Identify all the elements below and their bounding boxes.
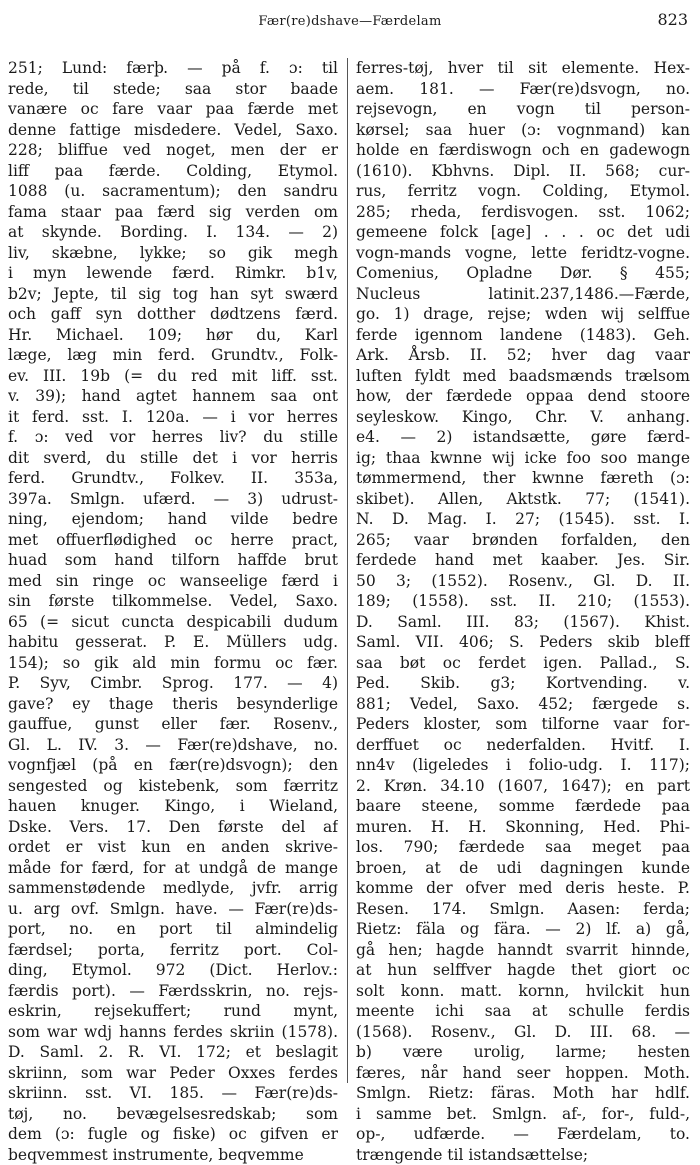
text-line: how, der færdede oppaa dend stoore [356, 386, 690, 407]
text-line: 285; rheda, ferdisvogen. sst. 1062; [356, 202, 690, 223]
text-line: beqvemmest instrumente, beqvemme [8, 1145, 338, 1165]
text-line: solt konn. matt. kornn, hvilckit hun [356, 981, 690, 1002]
text-line: sengested og kistebenk, som færritz [8, 776, 338, 797]
text-line: denne fattige misdedere. Vedel, Saxo. [8, 120, 338, 141]
text-line: gauffue, gunst eller fær. Rosenv., [8, 714, 338, 735]
text-line: u. arg ovf. Smlgn. have. — Fær(re)ds- [8, 899, 338, 920]
text-line: gå hen; hagde hanndt svarrit hinnde, [356, 940, 690, 961]
text-line: nn4v (ligeledes i folio-udg. I. 117); [356, 755, 690, 776]
text-line: Resen. 174. Smlgn. Aasen: ferda; [356, 899, 690, 920]
text-line: vognfjæl (på en fær(re)dsvogn); den [8, 755, 338, 776]
text-line: D. Saml. 2. R. VI. 172; et beslagit [8, 1042, 338, 1063]
text-line: derffuet oc nederfalden. Hvitf. I. [356, 735, 690, 756]
text-line: Peders kloster, som tilforne vaar for- [356, 714, 690, 735]
text-line: baare steene, somme færdede paa [356, 796, 690, 817]
column-divider [347, 58, 348, 1083]
text-line: rejsevogn, en vogn til person- [356, 99, 690, 120]
text-line: hauen knuger. Kingo, i Wieland, [8, 796, 338, 817]
text-line: Smlgn. Rietz: färas. Moth har hdlf. [356, 1083, 690, 1104]
text-line: b) være urolig, larme; hesten [356, 1042, 690, 1063]
text-line: liff paa færde. Colding, Etymol. [8, 161, 338, 182]
text-line: (1610). Kbhvns. Dipl. II. 568; cur- [356, 161, 690, 182]
text-line: huad som hand tilforn haffde brut [8, 550, 338, 571]
text-line: Comenius, Opladne Dør. § 455; [356, 263, 690, 284]
text-line: ferd. Grundtv., Folkev. II. 353a, [8, 468, 338, 489]
text-line: dem (ɔ: fugle og fiske) oc gifven er [8, 1124, 338, 1145]
text-line: ferres-tøj, hver til sit elemente. Hex- [356, 58, 690, 79]
text-line: saa bøt oc ferdet igen. Pallad., S. [356, 653, 690, 674]
text-line: i samme bet. Smlgn. af-, for-, fuld-, [356, 1104, 690, 1125]
text-line: skibet). Allen, Aktstk. 77; (1541). [356, 489, 690, 510]
text-line: Rietz: fäla og fära. — 2) lf. a) gå, [356, 919, 690, 940]
text-line: rus, ferritz vogn. Colding, Etymol. [356, 181, 690, 202]
text-line: trængende til istandsættelse; [356, 1145, 690, 1165]
text-line: 65 (= sicut cuncta despicabili dudum [8, 612, 338, 633]
text-line: och gaff syn dotther dødtzens færd. [8, 304, 338, 325]
text-line: 154); so gik ald min formu oc fær. [8, 653, 338, 674]
text-line: v. 39); hand agtet hannem saa ont [8, 386, 338, 407]
text-line: ev. III. 19b (= du red mit liff. sst. [8, 366, 338, 387]
text-line: færdis port). — Færdsskrin, no. rejs- [8, 981, 338, 1002]
text-line: måde for færd, for at undgå de mange [8, 858, 338, 879]
text-line: 881; Vedel, Saxo. 452; færgede s. [356, 694, 690, 715]
text-line: liv, skæbne, lykke; so gik megh [8, 243, 338, 264]
text-line: færes, når hand seer hoppen. Moth. [356, 1063, 690, 1084]
text-line: sin første tilkommelse. Vedel, Saxo. [8, 591, 338, 612]
text-line: ferde igennom landene (1483). Geh. [356, 325, 690, 346]
text-line: som war wdj hanns ferdes skriin (1578). [8, 1022, 338, 1043]
text-line: ordet er vist kun en anden skrive- [8, 837, 338, 858]
text-line: skriinn. sst. VI. 185. — Fær(re)ds- [8, 1083, 338, 1104]
text-line: Nucleus latinit.237,1486.—Færde, [356, 284, 690, 305]
text-line: aem. 181. — Fær(re)dsvogn, no. [356, 79, 690, 100]
text-line: rede, til stede; saa stor baade [8, 79, 338, 100]
text-line: vanære oc fare vaar paa færde met [8, 99, 338, 120]
page-header [0, 6, 700, 36]
text-line: læge, læg min ferd. Grundtv., Folk- [8, 345, 338, 366]
text-line: i myn lewende færd. Rimkr. b1v, [8, 263, 338, 284]
text-line: met offuerflødighed oc herre pract, [8, 530, 338, 551]
text-line: Hr. Michael. 109; hør du, Karl [8, 325, 338, 346]
text-line: 189; (1558). sst. II. 210; (1553). [356, 591, 690, 612]
text-line: tøj, no. bevægelsesredskab; som [8, 1104, 338, 1125]
text-line: eskrin, rejsekuffert; rund mynt, [8, 1001, 338, 1022]
text-line: sammenstødende medlyde, jvfr. arrig [8, 878, 338, 899]
text-line: 50 3; (1552). Rosenv., Gl. D. II. [356, 571, 690, 592]
text-line: P. Syv, Cimbr. Sprog. 177. — 4) [8, 673, 338, 694]
text-line: tømmermend, ther kwnne færeth (ɔ: [356, 468, 690, 489]
text-line: kørsel; saa huer (ɔ: vognmand) kan [356, 120, 690, 141]
text-line: ning, ejendom; hand vilde bedre [8, 509, 338, 530]
running-head: Fær(re)dshave—Færdelam [0, 14, 700, 29]
text-line: seyleskow. Kingo, Chr. V. anhang. [356, 407, 690, 428]
text-line: ig; thaa kwnne wij icke foo soo mange [356, 448, 690, 469]
text-line: med sin ringe oc wanseelige færd i [8, 571, 338, 592]
text-line: los. 790; færdede saa meget paa [356, 837, 690, 858]
text-line: Ped. Skib. g3; Kortvending. v. [356, 673, 690, 694]
text-line: at skynde. Bording. I. 134. — 2) [8, 222, 338, 243]
text-line: Gl. L. IV. 3. — Fær(re)dshave, no. [8, 735, 338, 756]
text-line: it ferd. sst. I. 120a. — i vor herres [8, 407, 338, 428]
left-column [8, 58, 338, 1165]
text-line: gemeene folck [age] . . . oc det udi [356, 222, 690, 243]
text-line: habitu gesserat. P. E. Müllers udg. [8, 632, 338, 653]
text-line: fama staar paa færd sig verden om [8, 202, 338, 223]
text-line: e4. — 2) istandsætte, gøre færd- [356, 427, 690, 448]
text-line: luften fyldt med baadsmænds trælsom [356, 366, 690, 387]
text-line: vogn-mands vogne, lette feridtz-vogne. [356, 243, 690, 264]
text-line: færdsel; porta, ferritz port. Col- [8, 940, 338, 961]
text-line: gave? ey thage theris besynderlige [8, 694, 338, 715]
text-line: ding, Etymol. 972 (Dict. Herlov.: [8, 960, 338, 981]
text-line: op-, udfærde. — Færdelam, to. [356, 1124, 690, 1145]
text-line: (1568). Rosenv., Gl. D. III. 68. — [356, 1022, 690, 1043]
text-line: skriinn, som war Peder Oxxes ferdes [8, 1063, 338, 1084]
text-line: Dske. Vers. 17. Den første del af [8, 817, 338, 838]
page-number: 823 [657, 10, 688, 29]
text-line: N. D. Mag. I. 27; (1545). sst. I. [356, 509, 690, 530]
text-line: 1088 (u. sacramentum); den sandru [8, 181, 338, 202]
text-line: dit sverd, du stille det i vor herris [8, 448, 338, 469]
text-line: go. 1) drage, rejse; wden wij selffue [356, 304, 690, 325]
text-line: 251; Lund: færþ. — på f. ɔ: til [8, 58, 338, 79]
text-line: 397a. Smlgn. ufærd. — 3) udrust- [8, 489, 338, 510]
text-line: 228; bliffue ved noget, men der er [8, 140, 338, 161]
text-line: D. Saml. III. 83; (1567). Khist. [356, 612, 690, 633]
text-line: ferdede hand met kaaber. Jes. Sir. [356, 550, 690, 571]
text-line: Saml. VII. 406; S. Peders skib bleff [356, 632, 690, 653]
text-line: 265; vaar brønden forfalden, den [356, 530, 690, 551]
text-line: muren. H. H. Skonning, Hed. Phi- [356, 817, 690, 838]
text-line: b2v; Jepte, til sig tog han syt swærd [8, 284, 338, 305]
text-line: 2. Krøn. 34.10 (1607, 1647); en part [356, 776, 690, 797]
text-line: meente ichi saa at schulle ferdis [356, 1001, 690, 1022]
text-line: komme der ofver med deris heste. P. [356, 878, 690, 899]
text-line: f. ɔ: ved vor herres liv? du stille [8, 427, 338, 448]
text-line: holde en færdiswogn och en gadewogn [356, 140, 690, 161]
text-line: port, no. en port til almindelig [8, 919, 338, 940]
text-line: Ark. Årsb. II. 52; hver dag vaar [356, 345, 690, 366]
text-line: at hun selffver hagde thet giort oc [356, 960, 690, 981]
right-column [356, 58, 690, 1165]
text-line: broen, at de udi dagningen kunde [356, 858, 690, 879]
